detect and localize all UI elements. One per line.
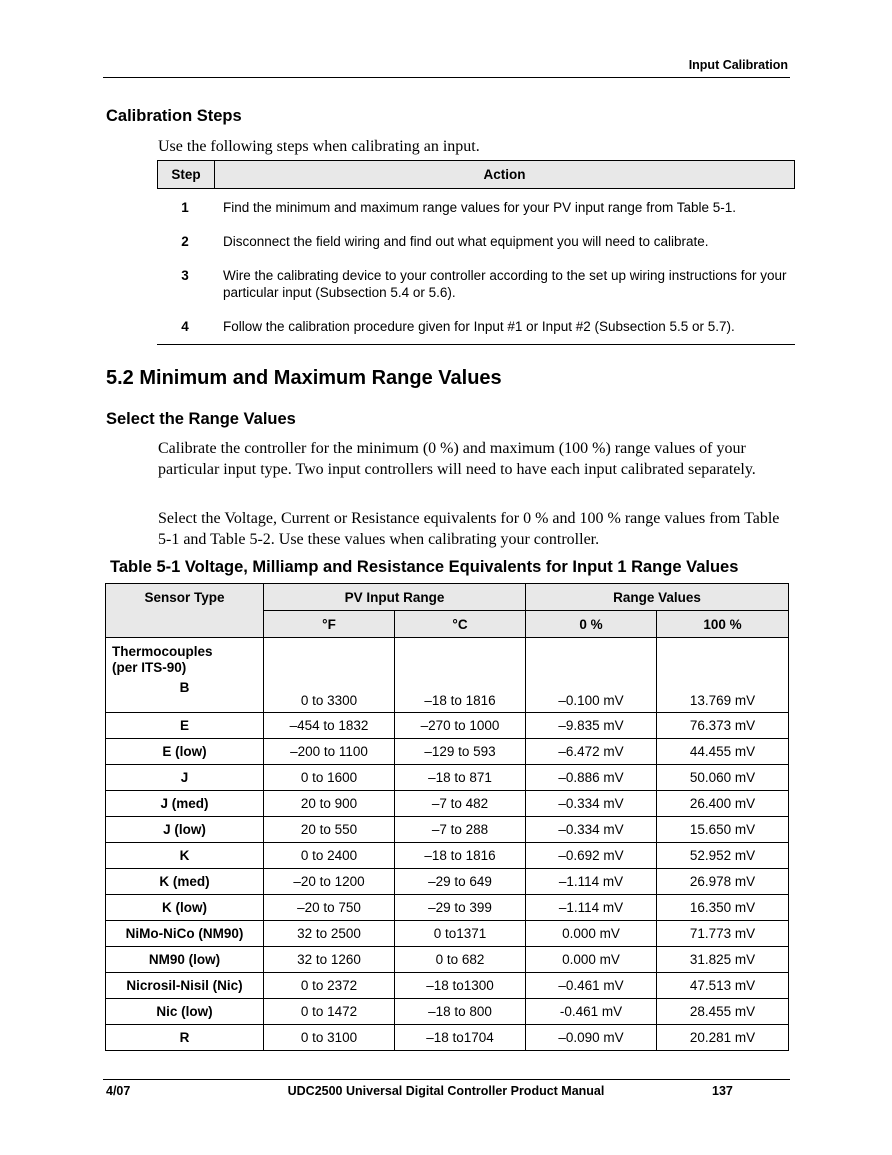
sensor-type: Nicrosil-Nisil (Nic) [106,973,264,999]
select-range-heading: Select the Range Values [106,410,296,428]
sensor-type: NM90 (low) [106,947,264,973]
step-row [157,318,795,335]
range-f: 32 to 1260 [264,947,395,973]
range-f: 0 to 1600 [264,765,395,791]
range-min: –0.100 mV [526,638,657,713]
range-min: –0.334 mV [526,817,657,843]
range-c: –18 to 871 [395,765,526,791]
range-f: 0 to 2372 [264,973,395,999]
step-row [157,233,795,250]
range-f: 0 to 3300 [264,638,395,713]
table-row [106,947,789,973]
table-row [106,973,789,999]
footer-date: 4/07 [106,1084,131,1098]
range-c: 0 to1371 [395,921,526,947]
range-c: –29 to 649 [395,869,526,895]
table-row [106,638,789,713]
range-min: –9.835 mV [526,713,657,739]
range-c: 0 to 682 [395,947,526,973]
col-step-header: Step [158,161,215,188]
sensor-type: E (low) [106,739,264,765]
step-action: Wire the calibrating device to your controller according to the set up wiring instructions for your particular input (Subsection 5.4 or 5.6). [223,268,787,300]
table-row [106,895,789,921]
calibration-steps-intro: Use the following steps when calibrating an input. [158,138,480,155]
steps-table-header [157,160,795,189]
header-hundred-percent: 100 % [657,611,789,638]
sensor-type: K (med) [106,869,264,895]
step-action: Disconnect the field wiring and find out what equipment you will need to calibrate. [223,234,709,249]
table-row [106,869,789,895]
range-f: 20 to 900 [264,791,395,817]
sensor-type: J (med) [106,791,264,817]
section-heading: 5.2 Minimum and Maximum Range Values [106,367,502,389]
range-max: 52.952 mV [657,843,789,869]
range-values-table [105,583,789,1051]
range-max: 76.373 mV [657,713,789,739]
header-fahrenheit: °F [264,611,395,638]
range-c: –7 to 288 [395,817,526,843]
range-min: –1.114 mV [526,869,657,895]
range-c: –7 to 482 [395,791,526,817]
sensor-type: J (low) [106,817,264,843]
running-header-title: Input Calibration [688,58,788,72]
range-f: 0 to 3100 [264,1025,395,1051]
step-number: 3 [181,268,189,283]
step-action: Find the minimum and maximum range values for your PV input range from Table 5-1. [223,200,736,215]
range-max: 16.350 mV [657,895,789,921]
step-number: 2 [181,234,189,249]
range-min: –0.461 mV [526,973,657,999]
sensor-type: NiMo-NiCo (NM90) [106,921,264,947]
range-min: -0.461 mV [526,999,657,1025]
range-f: 20 to 550 [264,817,395,843]
sensor-type: B [179,680,190,695]
range-f: –200 to 1100 [264,739,395,765]
header-sensor-type: Sensor Type [106,584,264,638]
range-f: 32 to 2500 [264,921,395,947]
range-min: –0.886 mV [526,765,657,791]
sensor-type: J [106,765,264,791]
range-max: 15.650 mV [657,817,789,843]
header-pv-input-range: PV Input Range [264,584,526,611]
range-f: –20 to 750 [264,895,395,921]
table-row [106,843,789,869]
step-number: 1 [181,200,189,215]
range-max: 31.825 mV [657,947,789,973]
sensor-type: Nic (low) [106,999,264,1025]
range-min: –1.114 mV [526,895,657,921]
range-max: 20.281 mV [657,1025,789,1051]
sensor-type: R [106,1025,264,1051]
sensor-group-label: Thermocouples (per ITS-90) [112,644,213,675]
range-c: –18 to1300 [395,973,526,999]
range-min: –0.692 mV [526,843,657,869]
steps-table-bottom-rule [157,344,795,345]
header-rule [103,77,790,78]
table-row [106,713,789,739]
table-row [106,1025,789,1051]
range-max: 50.060 mV [657,765,789,791]
col-action-header: Action [483,167,526,182]
range-min: –0.090 mV [526,1025,657,1051]
range-f: –454 to 1832 [264,713,395,739]
range-c: –29 to 399 [395,895,526,921]
range-min: 0.000 mV [526,921,657,947]
table-row [106,817,789,843]
table-row [106,791,789,817]
range-min: –0.334 mV [526,791,657,817]
range-max: 28.455 mV [657,999,789,1025]
range-c: –18 to1704 [395,1025,526,1051]
table-title: Table 5-1 Voltage, Milliamp and Resistance Equivalents for Input 1 Range Values [110,558,739,576]
sensor-type: K [106,843,264,869]
range-max: 26.400 mV [657,791,789,817]
range-f: 0 to 2400 [264,843,395,869]
range-max: 13.769 mV [657,638,789,713]
range-max: 47.513 mV [657,973,789,999]
table-row [106,765,789,791]
steps-table [157,160,795,334]
range-c: –18 to 1816 [395,638,526,713]
step-row [157,199,795,216]
table-row [106,739,789,765]
sensor-group-cell [106,638,264,713]
calibration-steps-heading: Calibration Steps [106,107,242,125]
sensor-type: E [106,713,264,739]
step-row [157,267,795,301]
range-f: 0 to 1472 [264,999,395,1025]
range-max: 26.978 mV [657,869,789,895]
footer-manual-title: UDC2500 Universal Digital Controller Product Manual [287,1084,605,1098]
range-min: –6.472 mV [526,739,657,765]
range-c: –270 to 1000 [395,713,526,739]
table-header-row [106,584,789,611]
range-max: 71.773 mV [657,921,789,947]
step-action: Follow the calibration procedure given for Input #1 or Input #2 (Subsection 5.5 or 5.7). [223,319,735,334]
range-max: 44.455 mV [657,739,789,765]
table-row [106,999,789,1025]
sensor-type: K (low) [106,895,264,921]
range-min: 0.000 mV [526,947,657,973]
range-c: –18 to 1816 [395,843,526,869]
table-row [106,921,789,947]
footer-page-number: 137 [712,1084,733,1098]
footer-rule [103,1079,790,1080]
step-number: 4 [181,319,189,334]
calibrate-paragraph: Calibrate the controller for the minimum (0 %) and maximum (100 %) range values of your particular input type. Two input controllers will need to have each input calibrated separately. [158,440,756,478]
range-c: –18 to 800 [395,999,526,1025]
header-range-values: Range Values [526,584,789,611]
header-zero-percent: 0 % [526,611,657,638]
range-c: –129 to 593 [395,739,526,765]
header-celsius: °C [395,611,526,638]
select-paragraph: Select the Voltage, Current or Resistance equivalents for 0 % and 100 % range values from Table 5-1 and Table 5-2. Use these values when calibrating your controller. [158,510,780,548]
range-f: –20 to 1200 [264,869,395,895]
